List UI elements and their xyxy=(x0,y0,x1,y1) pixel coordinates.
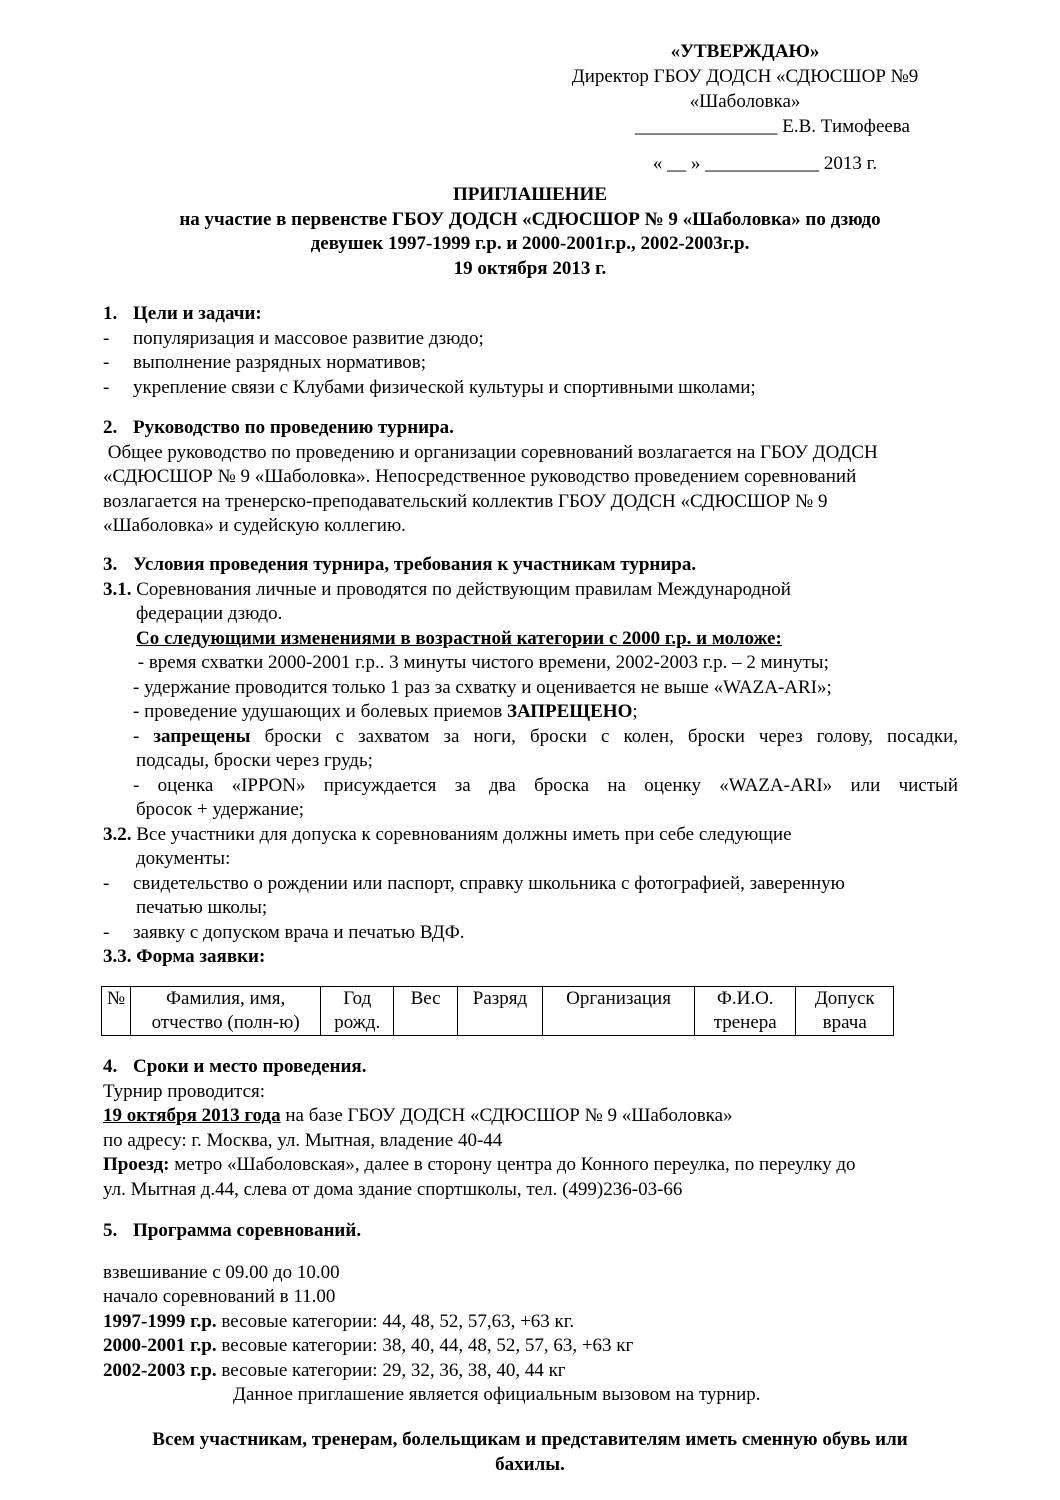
rule-throws-cont: подсады, броски через грудь; xyxy=(136,750,373,771)
approval-date: « __ » ____________ 2013 г. xyxy=(652,153,878,174)
table-header-cell: Фамилия, имя, отчество (полн-ю) xyxy=(131,987,321,1036)
official-notice: Данное приглашение является официальным вызовом на турнир. xyxy=(233,1384,761,1405)
footer-notice xyxy=(60,1427,1000,1477)
rule-time: - время схватки 2000-2001 г.р.. 3 минуты чистого времени, 2002-2003 г.р. – 2 минуты; xyxy=(133,652,829,673)
paragraph-line: «Шаболовка» и судейскую коллегию. xyxy=(103,515,406,536)
section-heading xyxy=(103,1055,963,1080)
clause-3-2: 3.2. Все участники для допуска к соревнованиям должны иметь при себе следующие xyxy=(103,823,792,845)
approval-organization: «Шаболовка» xyxy=(689,91,801,112)
section-heading xyxy=(103,302,963,327)
approval-position: Директор ГБОУ ДОДСН «СДЮСШОР №9 xyxy=(571,66,919,87)
start-time: начало соревнований в 11.00 xyxy=(103,1286,336,1307)
rule-ippon-cont: бросок + удержание; xyxy=(136,799,305,820)
footer-line: Всем участникам, тренерам, болельщикам и представителям иметь сменную обувь или xyxy=(152,1429,908,1450)
section-heading-text: Условия проведения турнира, требования к участникам турнира. xyxy=(133,554,697,575)
rule-hold: - удержание проводится только 1 раз за схватку и оценивается не выше «WAZA-ARI»; xyxy=(133,676,832,698)
weigh-in-time: взвешивание с 09.00 до 10.00 xyxy=(103,1261,340,1283)
weight-category: 2000-2001 г.р. весовые категории: 38, 40, 44, 48, 52, 57, 63, +63 кг xyxy=(103,1335,634,1356)
section-heading xyxy=(103,416,963,441)
paragraph-line: «СДЮСШОР № 9 «Шаболовка». Непосредственное руководство проведением соревнований xyxy=(103,466,857,487)
table-row xyxy=(102,987,894,1036)
title-line-3: девушек 1997-1999 г.р. и 2000-2001г.р., 2002-2003г.р. xyxy=(310,233,750,254)
table-header-cell: Вес xyxy=(394,987,457,1036)
list-item: - популяризация и массовое развитие дзюдо; xyxy=(103,327,484,349)
weight-category: 2002-2003 г.р. весовые категории: 29, 32, 36, 38, 40, 44 кг xyxy=(103,1359,566,1381)
table-header-cell: Допуск врача xyxy=(796,987,894,1036)
clause-3-3: 3.3. Форма заявки: xyxy=(103,946,266,967)
table-header-cell: Ф.И.О. тренера xyxy=(694,987,796,1036)
section-dates-place xyxy=(103,1055,963,1202)
paragraph-line: Турнир проводится: xyxy=(103,1080,266,1102)
event-date: 19 октября 2013 года на базе ГБОУ ДОДСН «СДЮСШОР № 9 «Шаболовка» xyxy=(103,1105,733,1126)
table-header-cell: Год рожд. xyxy=(321,987,394,1036)
event-address: по адресу: г. Москва, ул. Мытная, владение 40-44 xyxy=(103,1129,503,1151)
paragraph-line: Общее руководство по проведению и организации соревнований возлагается на ГБОУ ДОДСН xyxy=(103,441,878,463)
list-item-cont: печатью школы; xyxy=(136,897,268,918)
route-cont: ул. Мытная д.44, слева от дома здание спортшколы, тел. (499)236-03-66 xyxy=(103,1178,683,1200)
section-number: 1. xyxy=(103,303,118,324)
paragraph-line: возлагается на тренерско-преподавательский коллектив ГБОУ ДОДСН «СДЮСШОР № 9 xyxy=(103,490,828,512)
section-heading-text: Цели и задачи: xyxy=(133,303,262,324)
route: Проезд: метро «Шаболовская», далее в сторону центра до Конного переулка, по переулку до xyxy=(103,1154,856,1175)
approval-block xyxy=(520,40,970,177)
list-item: - заявку с допуском врача и печатью ВДФ. xyxy=(103,921,465,943)
section-goals xyxy=(103,302,963,400)
section-heading-text: Руководство по проведению турнира. xyxy=(133,417,454,438)
section-heading xyxy=(103,1219,963,1244)
section-number: 3. xyxy=(103,554,118,575)
section-number: 4. xyxy=(103,1056,118,1077)
title-line-4: 19 октября 2013 г. xyxy=(453,257,607,279)
section-conditions xyxy=(103,553,963,970)
approval-title: «УТВЕРЖДАЮ» xyxy=(670,41,820,62)
section-heading-text: Сроки и место проведения. xyxy=(133,1056,367,1077)
clause-3-1: 3.1. Соревнования личные и проводятся по действующим правилам Международной xyxy=(103,578,791,600)
changes-heading: Со следующими изменениями в возрастной категории с 2000 г.р. и моложе: xyxy=(136,627,782,649)
document-title xyxy=(100,183,960,281)
section-heading-text: Программа соревнований. xyxy=(133,1220,362,1241)
section-management xyxy=(103,416,963,539)
rule-throws: - запрещены броски с захватом за ноги, броски с колен, броски через голову, посадки, xyxy=(133,725,959,747)
table-header-cell: Разряд xyxy=(457,987,542,1036)
section-number: 5. xyxy=(103,1220,118,1241)
list-item: - выполнение разрядных нормативов; xyxy=(103,352,427,373)
application-form-table xyxy=(101,986,894,1036)
section-program xyxy=(103,1219,963,1408)
footer-line: бахилы. xyxy=(495,1454,565,1475)
weight-category: 1997-1999 г.р. весовые категории: 44, 48, 52, 57,63, +63 кг. xyxy=(103,1310,575,1332)
title-line-2: на участие в первенстве ГБОУ ДОДСН «СДЮСШОР № 9 «Шаболовка» по дзюдо xyxy=(179,208,881,230)
list-item: - свидетельство о рождении или паспорт, справку школьника с фотографией, заверенную xyxy=(103,872,845,894)
section-heading xyxy=(103,553,963,578)
clause-3-1-cont: федерации дзюдо. xyxy=(136,603,283,624)
clause-3-2-cont: документы: xyxy=(136,848,231,869)
table-header-cell: № xyxy=(102,987,131,1036)
list-item: - укрепление связи с Клубами физической культуры и спортивными школами; xyxy=(103,376,756,398)
rule-chokes: - проведение удушающих и болевых приемов ЗАПРЕЩЕНО; xyxy=(133,701,638,722)
approval-signature: _______________ Е.В. Тимофеева xyxy=(635,116,910,137)
table-header-cell: Организация xyxy=(543,987,695,1036)
title-line-1: ПРИГЛАШЕНИЕ xyxy=(452,184,608,205)
rule-ippon: - оценка «IPPON» присуждается за два броска на оценку «WAZA-ARI» или чистый xyxy=(133,774,958,796)
section-number: 2. xyxy=(103,417,118,438)
